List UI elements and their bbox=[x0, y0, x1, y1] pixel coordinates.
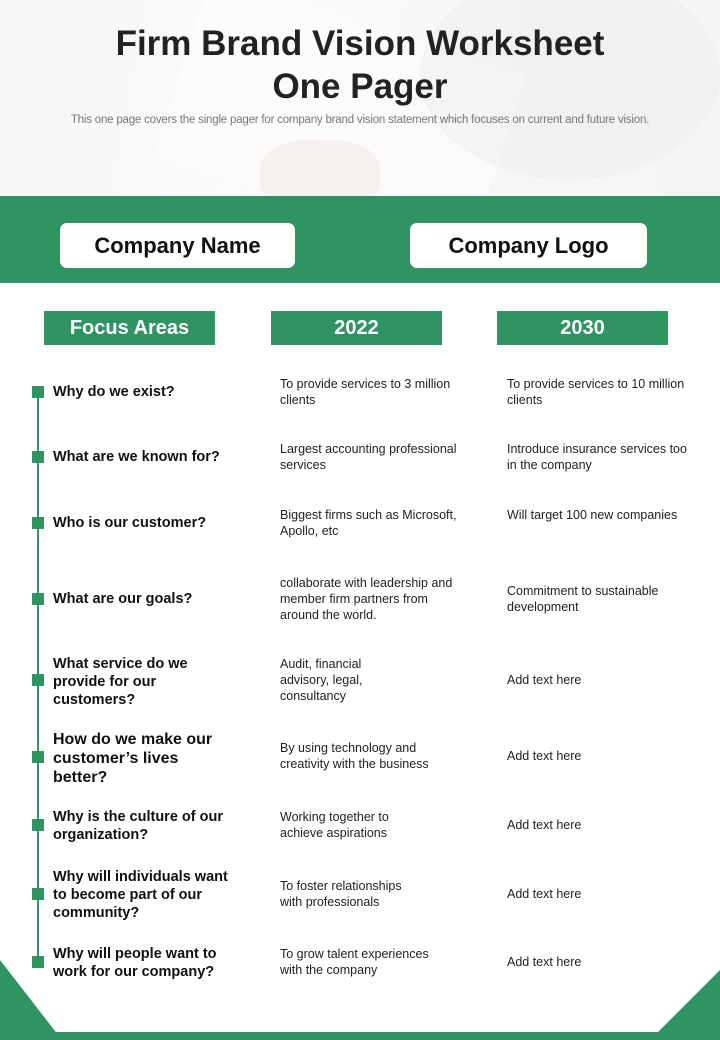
answer-2022: Working together to achieve aspirations bbox=[280, 810, 389, 840]
answer-2030: Add text here bbox=[507, 673, 582, 687]
answer-2030: Will target 100 new companies bbox=[507, 508, 678, 522]
answer-2030: Add text here bbox=[507, 887, 582, 901]
column-header-2022: 2022 bbox=[271, 311, 442, 345]
column-header-focus-areas: Focus Areas bbox=[44, 311, 215, 345]
timeline-marker bbox=[32, 517, 44, 529]
focus-question: What are our goals? bbox=[53, 591, 193, 607]
answer-2030: Commitment to sustainable development bbox=[507, 584, 659, 614]
answer-2022: Biggest firms such as Microsoft, Apollo, etc bbox=[280, 508, 457, 538]
answer-2022: Largest accounting professional services bbox=[280, 442, 457, 472]
timeline-marker bbox=[32, 451, 44, 463]
focus-question: Who is our customer? bbox=[53, 515, 207, 531]
timeline-marker bbox=[32, 888, 44, 900]
corner-decoration-left bbox=[0, 960, 62, 1040]
company-logo-box[interactable]: Company Logo bbox=[410, 223, 647, 268]
answer-2022: collaborate with leadership and member firm partners from around the world. bbox=[280, 576, 453, 622]
company-band bbox=[0, 196, 720, 283]
focus-question: What are we known for? bbox=[53, 449, 220, 465]
column-header-2030: 2030 bbox=[497, 311, 668, 345]
focus-question: Why will people want to work for our company? bbox=[53, 946, 217, 980]
corner-decoration-right bbox=[650, 970, 720, 1040]
page-subtitle: This one page covers the single pager for company brand vision statement which focuses on current and future vision. bbox=[70, 114, 650, 126]
title-line-2: One Pager bbox=[272, 67, 448, 106]
page-title bbox=[0, 22, 720, 108]
timeline-marker bbox=[32, 674, 44, 686]
answer-2022: By using technology and creativity with the business bbox=[280, 741, 429, 771]
focus-question: Why will individuals want to become part of our community? bbox=[53, 869, 228, 921]
focus-question: How do we make our customer’s lives better? bbox=[53, 731, 213, 786]
answer-2022: Audit, financial advisory, legal, consultancy bbox=[280, 657, 363, 703]
answer-2030: Add text here bbox=[507, 818, 582, 832]
footer-bar bbox=[0, 1032, 720, 1040]
title-line-1: Firm Brand Vision Worksheet bbox=[115, 24, 605, 63]
timeline-marker bbox=[32, 593, 44, 605]
answer-2030: Add text here bbox=[507, 749, 582, 763]
timeline-marker bbox=[32, 751, 44, 763]
answer-2022: To provide services to 3 million clients bbox=[280, 377, 451, 407]
answer-2022: To grow talent experiences with the company bbox=[280, 947, 429, 977]
focus-question: What service do we provide for our customers? bbox=[53, 656, 188, 708]
timeline-marker bbox=[32, 819, 44, 831]
focus-question: Why do we exist? bbox=[53, 384, 175, 400]
timeline-marker bbox=[32, 386, 44, 398]
focus-question: Why is the culture of our organization? bbox=[53, 809, 223, 843]
answer-2022: To foster relationships with professionals bbox=[280, 879, 402, 909]
answer-2030: To provide services to 10 million clients bbox=[507, 377, 685, 407]
answer-2030: Introduce insurance services too in the company bbox=[507, 442, 687, 472]
answer-2030: Add text here bbox=[507, 955, 582, 969]
company-name-box[interactable]: Company Name bbox=[60, 223, 295, 268]
